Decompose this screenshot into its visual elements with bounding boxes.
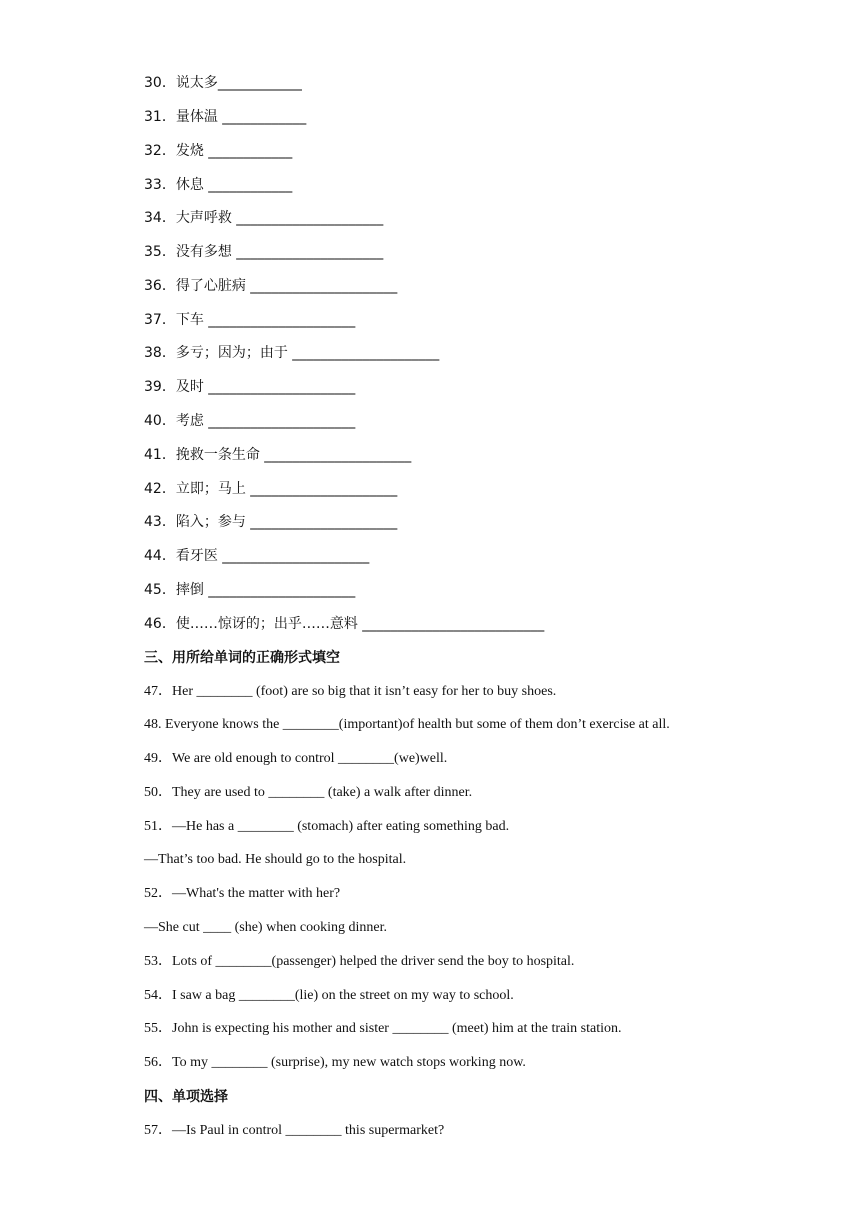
- vocab-item-46: 46．使……惊讶的；出乎……意料 __________________________: [144, 616, 545, 632]
- vocab-item-40: 40．考虑 _____________________: [144, 413, 356, 429]
- question-51-reply: —That’s too bad. He should go to the hospital.: [144, 852, 407, 867]
- vocab-item-35: 35．没有多想 _____________________: [144, 244, 384, 260]
- section-4-heading: 四、单项选择: [144, 1089, 228, 1105]
- question-51: 51．—He has a ________ (stomach) after eating something bad.: [144, 819, 510, 834]
- vocab-item-33: 33．休息 ____________: [144, 177, 293, 193]
- question-52-reply: —She cut ____ (she) when cooking dinner.: [144, 920, 388, 935]
- vocab-item-36: 36．得了心脏病 _____________________: [144, 278, 398, 294]
- vocab-item-31: 31．量体温 ____________: [144, 109, 307, 125]
- question-57: 57．—Is Paul in control ________ this supermarket?: [144, 1123, 445, 1138]
- question-56: 56．To my ________ (surprise), my new watch stops working now.: [144, 1055, 526, 1070]
- vocab-item-44: 44．看牙医 _____________________: [144, 548, 370, 564]
- vocab-item-41: 41．挽救一条生命 _____________________: [144, 447, 412, 463]
- vocab-item-43: 43．陷入；参与 _____________________: [144, 514, 398, 530]
- question-54: 54．I saw a bag ________(lie) on the street on my way to school.: [144, 988, 514, 1003]
- question-52: 52．—What's the matter with her?: [144, 886, 341, 901]
- vocab-item-30: 30．说太多____________: [144, 75, 302, 91]
- vocab-item-38: 38．多亏；因为；由于 _____________________: [144, 345, 440, 361]
- vocab-item-42: 42．立即；马上 _____________________: [144, 481, 398, 497]
- vocab-item-32: 32．发烧 ____________: [144, 143, 293, 159]
- question-50: 50．They are used to ________ (take) a walk after dinner.: [144, 785, 473, 800]
- question-47: 47．Her ________ (foot) are so big that it isn’t easy for her to buy shoes.: [144, 684, 557, 699]
- question-49: 49．We are old enough to control ________(we)well.: [144, 751, 448, 766]
- vocab-item-34: 34．大声呼救 _____________________: [144, 210, 384, 226]
- question-53: 53．Lots of ________(passenger) helped the driver send the boy to hospital.: [144, 954, 575, 969]
- vocab-item-39: 39．及时 _____________________: [144, 379, 356, 395]
- question-48: 48. Everyone knows the ________(important)of health but some of them don’t exercise at all.: [144, 717, 670, 732]
- vocab-item-37: 37．下车 _____________________: [144, 312, 356, 328]
- vocab-item-45: 45．摔倒 _____________________: [144, 582, 356, 598]
- question-55: 55．John is expecting his mother and sister ________ (meet) him at the train station.: [144, 1021, 622, 1036]
- section-3-heading: 三、用所给单词的正确形式填空: [144, 650, 340, 666]
